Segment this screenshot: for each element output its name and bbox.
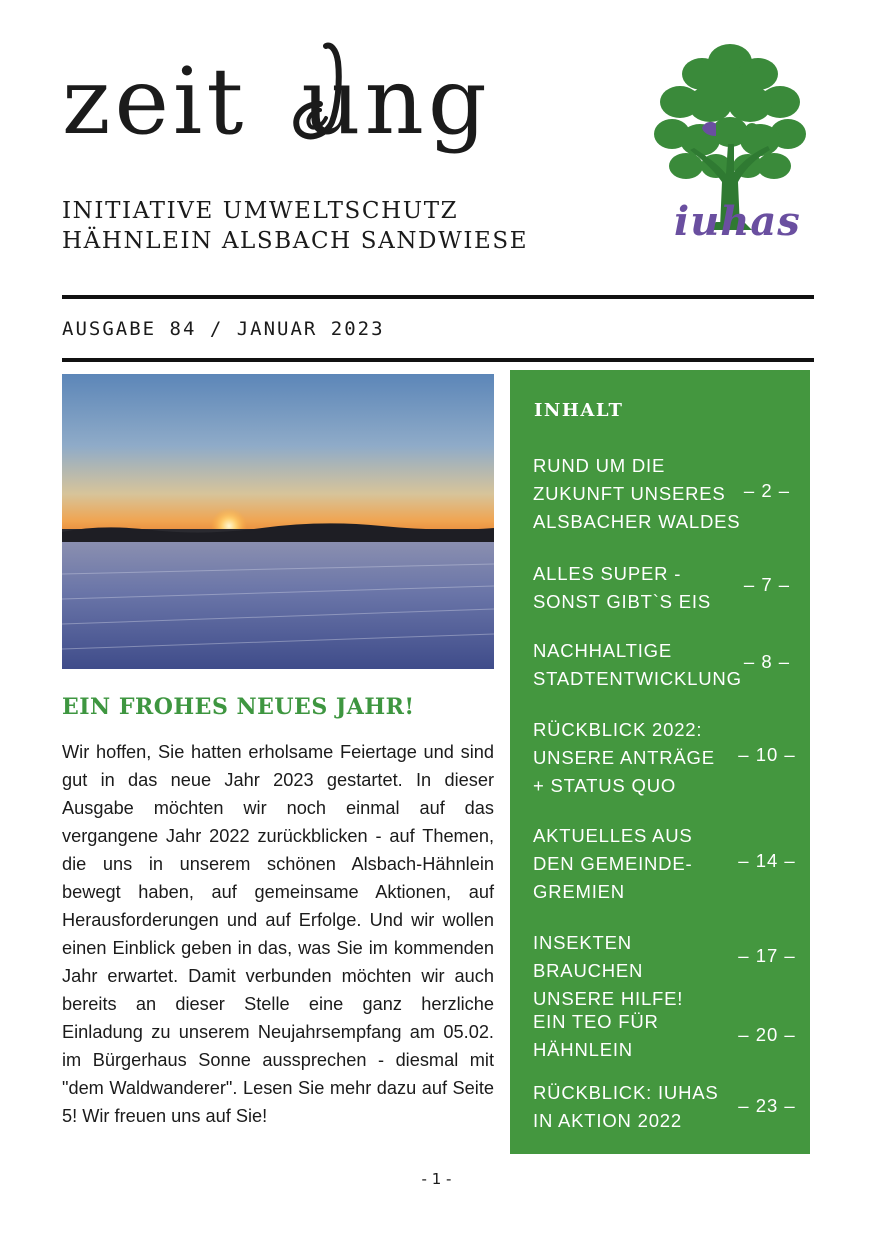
toc-item-page: – 8 – (743, 651, 791, 672)
masthead-title (62, 48, 491, 155)
organization-name-line-1: INITIATIVE UMWELTSCHUTZ (62, 198, 459, 224)
toc-item-page: – 20 – (738, 1024, 796, 1045)
toc-item-page: – 10 – (738, 744, 796, 765)
toc-item-label: EIN TEO FÜR HÄHNLEIN (533, 1011, 659, 1060)
table-of-contents (510, 370, 810, 1154)
toc-item-label: RÜCKBLICK: IUHAS IN AKTION 2022 (533, 1082, 719, 1131)
toc-item-page: – 2 – (743, 480, 791, 501)
organization-name-line-2: HÄHNLEIN ALSBACH SANDWIESE (62, 228, 529, 254)
at-sign-icon (280, 40, 350, 150)
toc-item-page: – 14 – (738, 850, 796, 871)
issue-divider (62, 358, 814, 362)
sunset-field-photo (62, 374, 494, 669)
masthead-title-left: zeit (62, 48, 248, 155)
organization-name (62, 196, 528, 256)
toc-item-label: RÜCKBLICK 2022: UNSERE ANTRÄGE + STATUS QUO (533, 719, 715, 796)
logo-wordmark: iuhas (674, 198, 801, 245)
masthead-title-right: ung (301, 48, 491, 155)
toc-item-page: – 17 – (738, 945, 796, 966)
toc-item-label: NACHHALTIGE STADTENTWICKLUNG (533, 640, 742, 689)
top-divider (62, 295, 814, 299)
toc-item-page: – 7 – (743, 574, 791, 595)
article-body: Wir hoffen, Sie hatten erholsame Feiertage und sind gut in das neue Jahr 2023 gestartet. In dieser Ausgabe möchten wir noch einmal auf das vergangene Jahr 2022 zurückblicken - auf Themen, die uns in unserem schönen Alsbach-Hähnlein bewegt haben, auf gemeinsame Aktionen, auf Herausforderungen und auf Erfolge. Und wir wollen einen Einblick geben in das, was Sie im kommenden Jahr erwartet. Damit verbunden möchten wir auch bereits an dieser Stelle eine ganz herzliche Einladung zu unserem Neujahrsempfang am 05.02. im Bürgerhaus Sonne aussprechen - diesmal mit "dem Waldwanderer". Lesen Sie mehr dazu auf Seite 5! Wir freuen uns auf Sie! (62, 742, 494, 1126)
toc-item-label: ALLES SUPER - SONST GIBT`S EIS (533, 563, 711, 612)
toc-item-label: RUND UM DIE ZUKUNFT UNSERES ALSBACHER WALDES (533, 455, 741, 532)
toc-item-page: – 23 – (738, 1095, 796, 1116)
toc-title: INHALT (534, 400, 624, 421)
issue-label: AUSGABE 84 / JANUAR 2023 (62, 318, 385, 340)
article-headline: EIN FROHES NEUES JAHR! (62, 694, 415, 720)
toc-item-label: AKTUELLES AUS DEN GEMEINDE- GREMIEN (533, 825, 693, 902)
page-number: - 1 - (421, 1170, 452, 1188)
toc-item-label: INSEKTEN BRAUCHEN UNSERE HILFE! (533, 932, 684, 1009)
